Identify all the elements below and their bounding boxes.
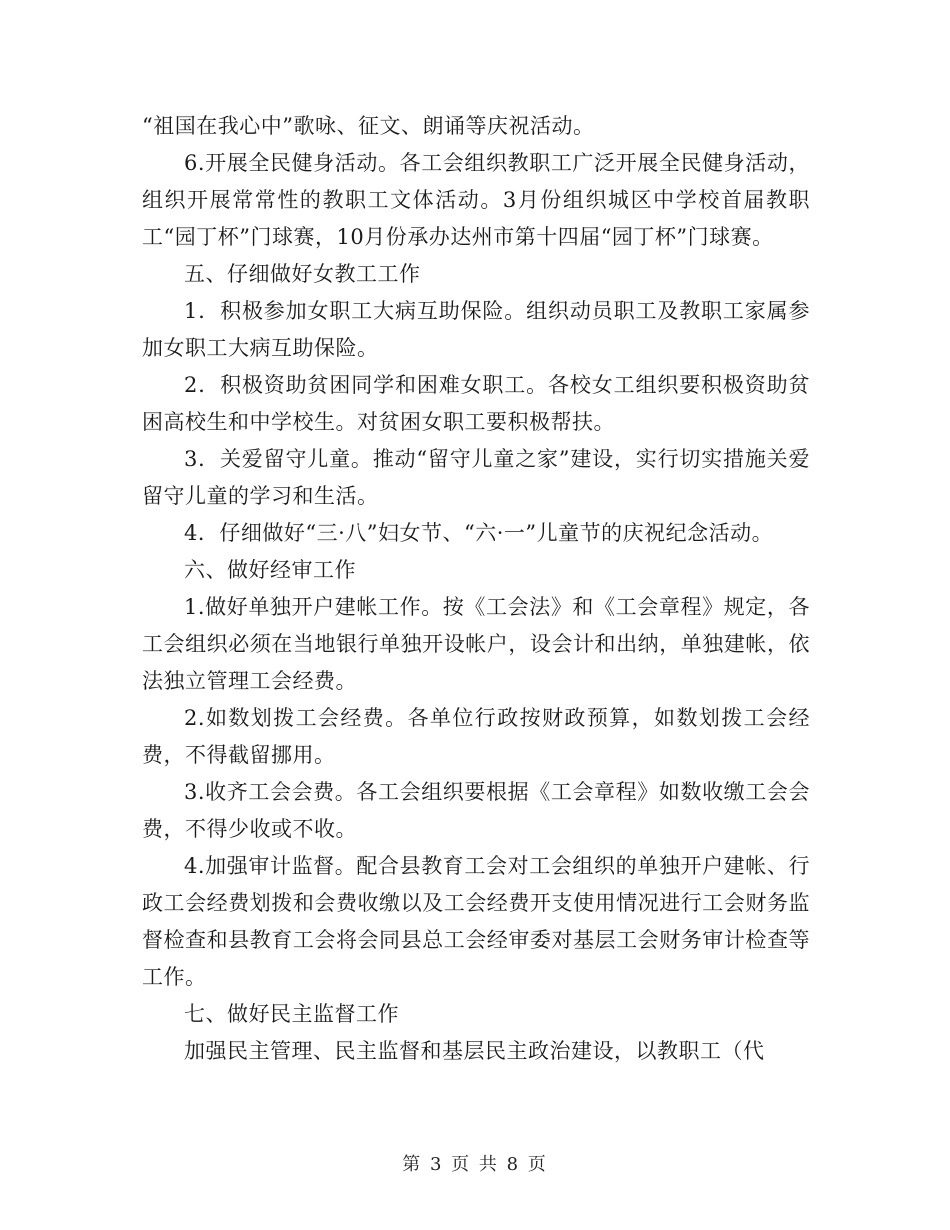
paragraph-item-5-2: 2．积极资助贫困同学和困难女职工。各校女工组织要积极资助贫困高校生和中学校生。对贫困女职工要积极帮扶。 [142,373,810,434]
paragraph-item-6: 6.开展全民健身活动。各工会组织教职工广泛开展全民健身活动，组织开展常常性的教职工文体活动。3月份组织城区中学校首届教职工“园丁杯”门球赛，10月份承办达州市第十四届“园丁杯”门球赛。 [142,151,810,249]
paragraph-item-6-3: 3.收齐工会会费。各工会组织要根据《工会章程》如数收缴工会会费，不得少收或不收。 [142,780,810,841]
paragraph-item-7-intro: 加强民主管理、民主监督和基层民主政治建设，以教职工（代 [184,1039,765,1063]
paragraph-item-6-4: 4.加强审计监督。配合县教育工会对工会组织的单独开户建帐、行政工会经费划拨和会费收缴以及工会经费开支使用情况进行工会财务监督检查和县教育工会将会同县总工会经审委对基层工会财务审计检查等工作。 [142,854,810,989]
paragraph-item-6-2: 2.如数划拨工会经费。各单位行政按财政预算，如数划拨工会经费，不得截留挪用。 [142,706,810,767]
paragraph-item-5-4: 4．仔细做好“三·八”妇女节、“六·一”儿童节的庆祝纪念活动。 [184,521,774,545]
page-number-footer: 第 3 页 共 8 页 [402,1154,548,1175]
paragraph-item-5-1: 1．积极参加女职工大病互助保险。组织动员职工及教职工家属参加女职工大病互助保险。 [142,299,810,360]
paragraph-item-5-3: 3．关爱留守儿童。推动“留守儿童之家”建设，实行切实措施关爱留守儿童的学习和生活。 [142,447,810,508]
paragraph-item-6-1: 1.做好单独开户建帐工作。按《工会法》和《工会章程》规定，各工会组织必须在当地银行单独开设帐户，设会计和出纳，单独建帐，依法独立管理工会经费。 [142,595,810,693]
document-body [142,108,810,1070]
section-heading-5: 五、仔细做好女教工工作 [184,262,421,286]
section-heading-7: 七、做好民主监督工作 [184,1002,399,1026]
paragraph-continuation: “祖国在我心中”歌咏、征文、朗诵等庆祝活动。 [142,114,595,138]
section-heading-6: 六、做好经审工作 [184,558,356,582]
